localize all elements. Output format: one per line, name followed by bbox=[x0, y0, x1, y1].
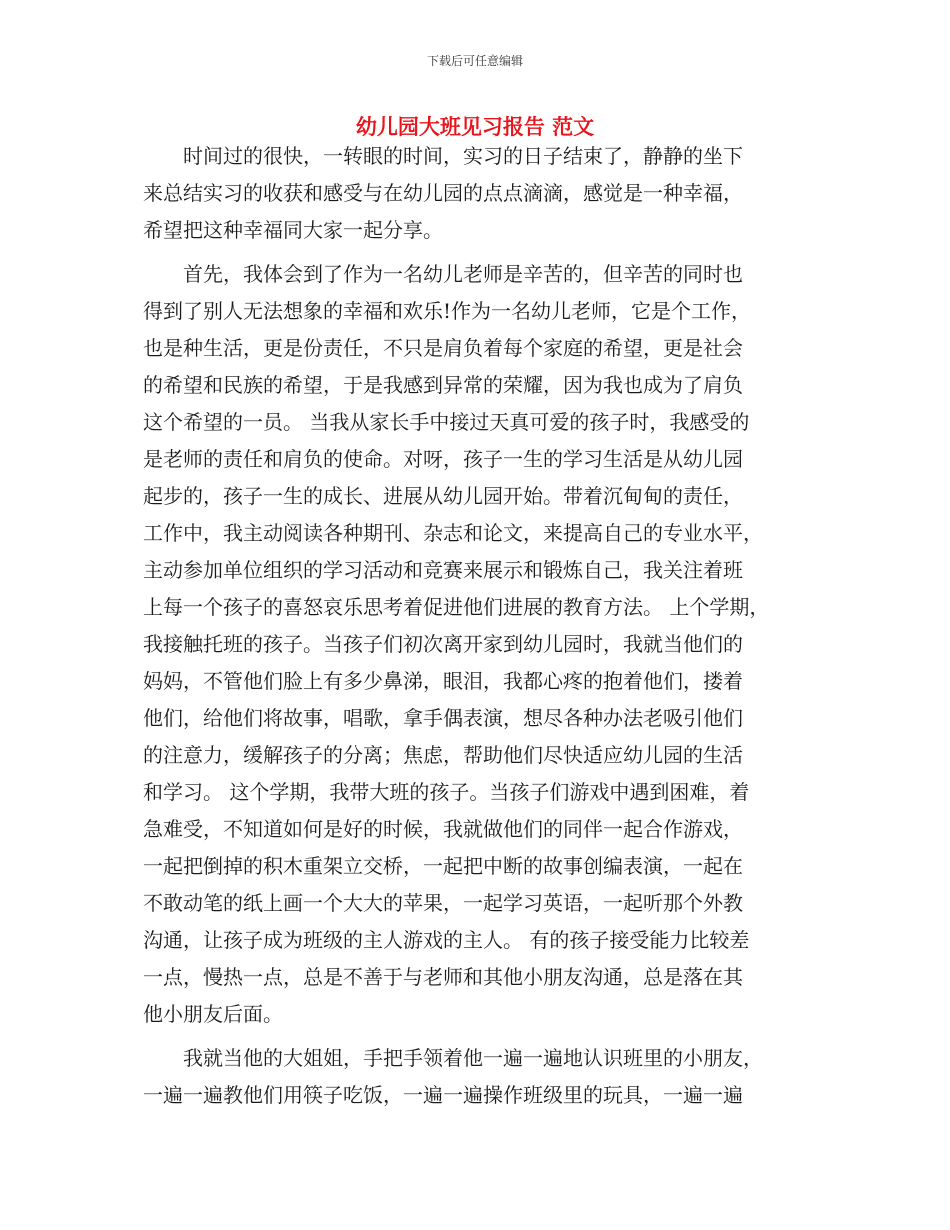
paragraph-2 bbox=[143, 256, 823, 1033]
text-line: 工作中，我主动阅读各种期刊、杂志和论文，来提高自己的专业水平， bbox=[143, 521, 763, 545]
text-line: 一点，慢热一点，总是不善于与老师和其他小朋友沟通，总是落在其 bbox=[143, 965, 743, 989]
text-line: 不敢动笔的纸上画一个大大的苹果，一起学习英语，一起听那个外教 bbox=[143, 891, 743, 915]
text-line: 的注意力，缓解孩子的分离；焦虑，帮助他们尽快适应幼儿园的生活 bbox=[143, 743, 743, 767]
text-line: 来总结实习的收获和感受与在幼儿园的点点滴滴，感觉是一种幸福， bbox=[143, 181, 743, 205]
text-line: 时间过的很快，一转眼的时间，实习的日子结束了，静静的坐下 bbox=[143, 144, 743, 168]
text-line: 我就当他的大姐姐，手把手领着他一遍一遍地认识班里的小朋友， bbox=[143, 1046, 763, 1070]
text-line: 妈妈，不管他们脸上有多少鼻涕，眼泪，我都心疼的抱着他们，搂着 bbox=[143, 669, 743, 693]
text-line: 的希望和民族的希望，于是我感到异常的荣耀，因为我也成为了肩负 bbox=[143, 373, 743, 397]
text-line: 希望把这种幸福同大家一起分享。 bbox=[143, 218, 443, 242]
text-line: 和学习。 这个学期，我带大班的孩子。当孩子们游戏中遇到困难，着 bbox=[143, 780, 750, 804]
paragraph-spacer bbox=[143, 249, 823, 256]
text-line: 首先，我体会到了作为一名幼儿老师是辛苦的，但辛苦的同时也 bbox=[143, 262, 743, 286]
paragraph-3 bbox=[143, 1040, 823, 1114]
text-line: 主动参加单位组织的学习活动和竞赛来展示和锻炼自己，我关注着班 bbox=[143, 558, 743, 582]
text-line: 是老师的责任和肩负的使命。对呀，孩子一生的学习生活是从幼儿园 bbox=[143, 447, 743, 471]
text-line: 这个希望的一员。 当我从家长手中接过天真可爱的孩子时，我感受的 bbox=[143, 410, 750, 434]
text-line: 我接触托班的孩子。当孩子们初次离开家到幼儿园时，我就当他们的 bbox=[143, 632, 743, 656]
document-body bbox=[143, 138, 823, 1114]
text-line: 得到了别人无法想象的幸福和欢乐!作为一名幼儿老师，它是个工作， bbox=[143, 299, 752, 323]
document-title: 幼儿园大班见习报告 范文 bbox=[355, 114, 595, 139]
paragraph-1 bbox=[143, 138, 823, 249]
text-line: 上每一个孩子的喜怒哀乐思考着促进他们进展的教育方法。 上个学期， bbox=[143, 595, 770, 619]
text-line: 他们，给他们将故事，唱歌，拿手偶表演，想尽各种办法老吸引他们 bbox=[143, 706, 743, 730]
text-line: 一遍一遍教他们用筷子吃饭，一遍一遍操作班级里的玩具，一遍一遍 bbox=[143, 1083, 743, 1107]
text-line: 也是种生活，更是份责任，不只是肩负着每个家庭的希望，更是社会 bbox=[143, 336, 743, 360]
paragraph-spacer bbox=[143, 1033, 823, 1040]
text-line: 一起把倒掉的积木重架立交桥，一起把中断的故事创编表演，一起在 bbox=[143, 854, 743, 878]
text-line: 起步的，孩子一生的成长、进展从幼儿园开始。带着沉甸甸的责任， bbox=[143, 484, 743, 508]
text-line: 沟通，让孩子成为班级的主人游戏的主人。 有的孩子接受能力比较差 bbox=[143, 928, 750, 952]
page-header-note: 下载后可任意编辑 bbox=[426, 54, 523, 68]
text-line: 他小朋友后面。 bbox=[143, 1002, 283, 1026]
text-line: 急难受，不知道如何是好的时候，我就做他们的同伴一起合作游戏， bbox=[143, 817, 743, 841]
